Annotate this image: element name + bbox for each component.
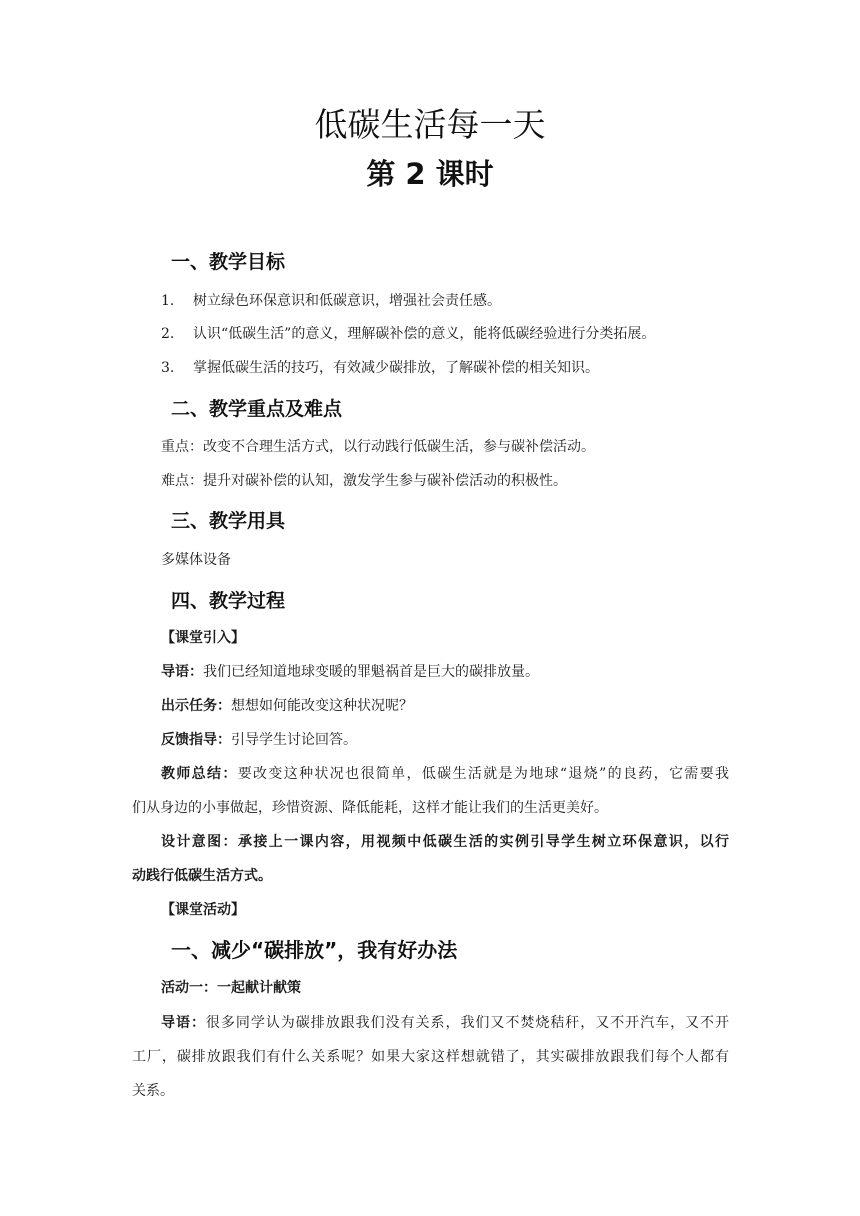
goal-number: 1. <box>161 293 175 309</box>
section-heading-process: 四、教学过程 <box>171 590 286 612</box>
lead2-line <box>161 1012 729 1034</box>
feedback-paragraph <box>161 729 357 751</box>
task-paragraph <box>161 695 413 717</box>
summary-label: 教师总结： <box>161 766 238 782</box>
lead2-line-2: 工厂，碳排放跟我们有什么关系呢？如果大家这样想就错了，其实碳排放跟我们每个人都有 <box>132 1049 729 1065</box>
activity-one-title: 活动一：一起献计献策 <box>161 980 301 996</box>
document-subtitle: 第 2 课时 <box>366 157 494 191</box>
lead2-line-3: 关系。 <box>132 1083 174 1099</box>
document-title: 低碳生活每一天 <box>314 105 546 144</box>
goal-item <box>161 357 599 379</box>
feedback-label: 反馈指导： <box>161 732 231 748</box>
key-point-focus: 重点：改变不合理生活方式，以行动践行低碳生活，参与碳补偿活动。 <box>161 439 595 455</box>
section-heading-goals: 一、教学目标 <box>171 251 286 273</box>
key-point-difficulty: 难点：提升对碳补偿的认知，激发学生参与碳补偿活动的积极性。 <box>161 473 567 489</box>
intro-heading: 【课堂引入】 <box>161 630 245 646</box>
lead2-label: 导语： <box>161 1015 206 1031</box>
lead2-text: 很多同学认为碳排放跟我们没有关系，我们又不焚烧秸秆，又不开汽车，又不开 <box>205 1015 730 1031</box>
section-heading-key-points: 二、教学重点及难点 <box>171 398 343 420</box>
goal-item <box>161 290 501 312</box>
goal-item <box>161 323 655 345</box>
design-intent-line: 设计意图：承接上一课内容，用视频中低碳生活的实例引导学生树立环保意识，以行 <box>161 834 729 850</box>
goal-number: 2. <box>161 326 175 342</box>
summary-text: 要改变这种状况也很简单，低碳生活就是为地球“退烧”的良药，它需要我 <box>237 766 729 782</box>
section-heading-tools: 三、教学用具 <box>171 510 286 532</box>
activity-section-heading: 一、减少“碳排放”，我有好办法 <box>171 938 458 962</box>
goal-text: 树立绿色环保意识和低碳意识，增强社会责任感。 <box>193 293 501 309</box>
task-text: 想想如何能改变这种状况呢？ <box>231 698 413 714</box>
goal-text: 掌握低碳生活的技巧，有效减少碳排放，了解碳补偿的相关知识。 <box>193 360 599 376</box>
activity-heading: 【课堂活动】 <box>161 902 245 918</box>
lead-paragraph <box>161 661 539 683</box>
lead-text: 我们已经知道地球变暖的罪魁祸首是巨大的碳排放量。 <box>203 664 539 680</box>
summary-line-2: 们从身边的小事做起，珍惜资源、降低能耗，这样才能让我们的生活更美好。 <box>132 800 608 816</box>
summary-line <box>161 763 729 785</box>
tools-text: 多媒体设备 <box>161 552 231 568</box>
design-intent-line-2: 动践行低碳生活方式。 <box>132 868 272 884</box>
goal-number: 3. <box>161 360 175 376</box>
task-label: 出示任务： <box>161 698 231 714</box>
goal-text: 认识“低碳生活”的意义，理解碳补偿的意义，能将低碳经验进行分类拓展。 <box>193 326 656 342</box>
lead-label: 导语： <box>161 664 203 680</box>
feedback-text: 引导学生讨论回答。 <box>231 732 357 748</box>
